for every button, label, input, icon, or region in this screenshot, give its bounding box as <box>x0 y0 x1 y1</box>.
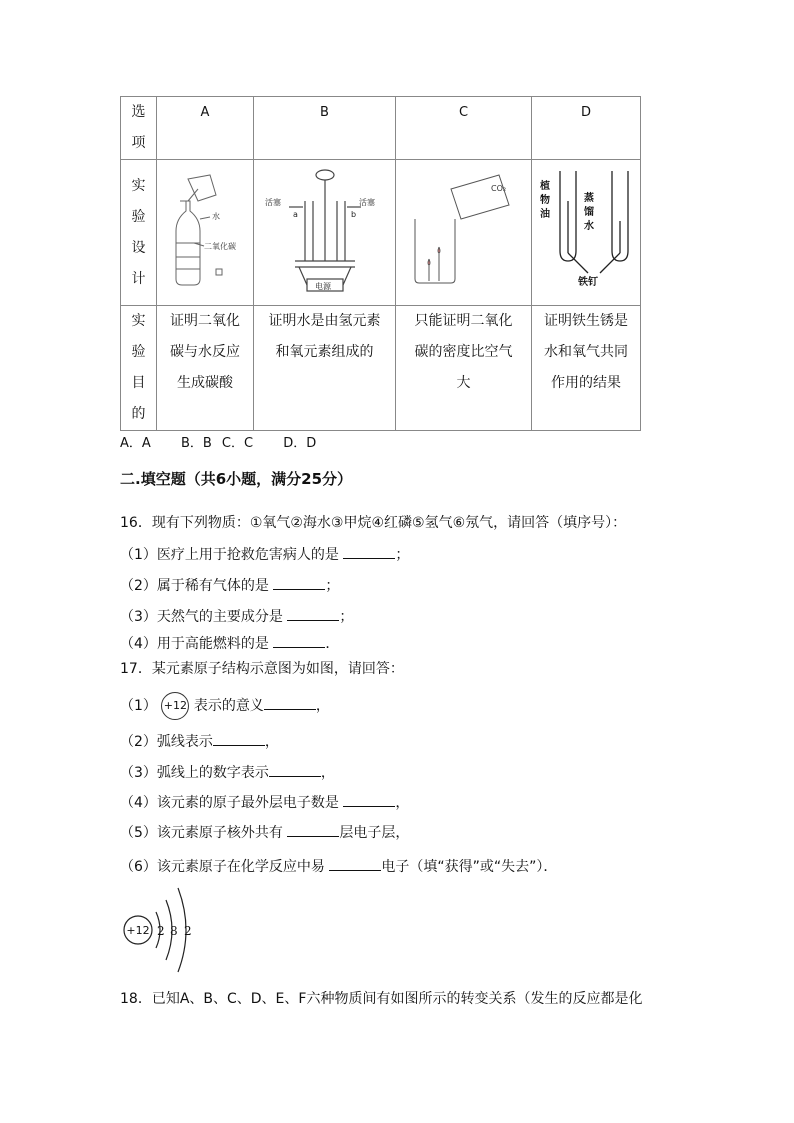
svg-text:2: 2 <box>157 924 165 938</box>
q18-stem: 18．已知A、B、C、D、E、F六种物质间有如图所示的转变关系（发生的反应都是化 <box>120 991 643 1007</box>
answer-c: C．C <box>221 436 254 451</box>
purpose-b: 证明水是由氢元素 和氧元素组成的 <box>254 306 396 431</box>
answer-blank[interactable] <box>273 577 325 590</box>
svg-text:活塞: 活塞 <box>358 197 375 207</box>
column-header-c: C <box>396 97 532 160</box>
svg-text:CO₂: CO₂ <box>490 183 506 193</box>
svg-text:+12: +12 <box>126 924 150 937</box>
answer-blank[interactable] <box>287 824 339 837</box>
answer-choices <box>120 432 342 451</box>
svg-text:水: 水 <box>583 220 594 232</box>
svg-text:馏: 馏 <box>583 206 594 218</box>
answer-blank[interactable] <box>273 635 325 648</box>
answer-a: A．A <box>120 436 151 451</box>
svg-text:电源: 电源 <box>314 281 331 291</box>
svg-text:8: 8 <box>170 924 178 938</box>
row-label-purpose: 实 验 目 的 <box>121 306 157 431</box>
answer-blank[interactable] <box>269 764 321 777</box>
figure-d-test-tubes <box>532 160 641 306</box>
answer-blank[interactable] <box>343 546 395 559</box>
answer-d: D．D <box>283 436 317 451</box>
q17-item-5: （5）该元素原子核外共有 层电子层， <box>120 825 410 841</box>
answer-blank[interactable] <box>329 858 381 871</box>
purpose-a: 证明二氧化 碳与水反应 生成碳酸 <box>157 306 254 431</box>
row-label-design: 实 验 设 计 <box>121 160 157 306</box>
atomic-structure-diagram <box>120 882 200 974</box>
q17-item-4: （4）该元素的原子最外层电子数是 ， <box>120 795 410 811</box>
svg-text:植: 植 <box>539 180 550 192</box>
svg-text:b: b <box>350 209 356 219</box>
svg-text:活塞: 活塞 <box>264 197 281 207</box>
purpose-c: 只能证明二氧化 碳的密度比空气 大 <box>396 306 532 431</box>
svg-text:a: a <box>292 209 298 219</box>
q17-item-6: （6）该元素原子在化学反应中易 电子（填“获得”或“失去”）． <box>120 859 558 875</box>
svg-text:2: 2 <box>184 924 192 938</box>
section-title: 二.填空题（共6小题，满分25分） <box>120 470 353 488</box>
q17-item-1: （1） +12 表示的意义 ， <box>120 692 330 720</box>
figure-c-candles <box>396 160 532 306</box>
svg-text:物: 物 <box>539 194 550 206</box>
answer-blank[interactable] <box>343 794 395 807</box>
svg-text:水: 水 <box>211 211 220 221</box>
q17-stem: 17．某元素原子结构示意图为如图，请回答： <box>120 661 404 677</box>
options-table <box>120 96 641 431</box>
figure-a-bottle <box>157 160 254 306</box>
q17-item-3: （3）弧线上的数字表示 ， <box>120 765 335 781</box>
q16-item-3: （3）天然气的主要成分是 ； <box>120 609 354 625</box>
q17-item-2: （2）弧线表示 ， <box>120 734 279 750</box>
svg-text:铁钉: 铁钉 <box>577 276 598 288</box>
q16-item-4: （4）用于高能燃料的是 ． <box>120 636 340 652</box>
answer-blank[interactable] <box>287 608 339 621</box>
svg-text:油: 油 <box>539 208 550 220</box>
svg-text:二氧化碳: 二氧化碳 <box>203 241 236 251</box>
purpose-d: 证明铁生锈是 水和氧气共同 作用的结果 <box>532 306 641 431</box>
row-label-option: 选 项 <box>121 97 157 160</box>
q16-stem: 16．现有下列物质：①氧气②海水③甲烷④红磷⑤氢气⑥氖气，请回答（填序号）： <box>120 515 627 531</box>
svg-text:蒸: 蒸 <box>583 192 594 204</box>
figure-b-electrolysis <box>254 160 396 306</box>
answer-blank[interactable] <box>264 697 316 710</box>
q16-item-2: （2）属于稀有气体的是 ； <box>120 578 340 594</box>
answer-blank[interactable] <box>213 733 265 746</box>
q16-item-1: （1）医疗上用于抢救危害病人的是 ； <box>120 547 410 563</box>
column-header-b: B <box>254 97 396 160</box>
column-header-a: A <box>157 97 254 160</box>
answer-b: B．B <box>180 436 212 451</box>
nucleus-circle: +12 <box>161 692 189 720</box>
column-header-d: D <box>532 97 641 160</box>
